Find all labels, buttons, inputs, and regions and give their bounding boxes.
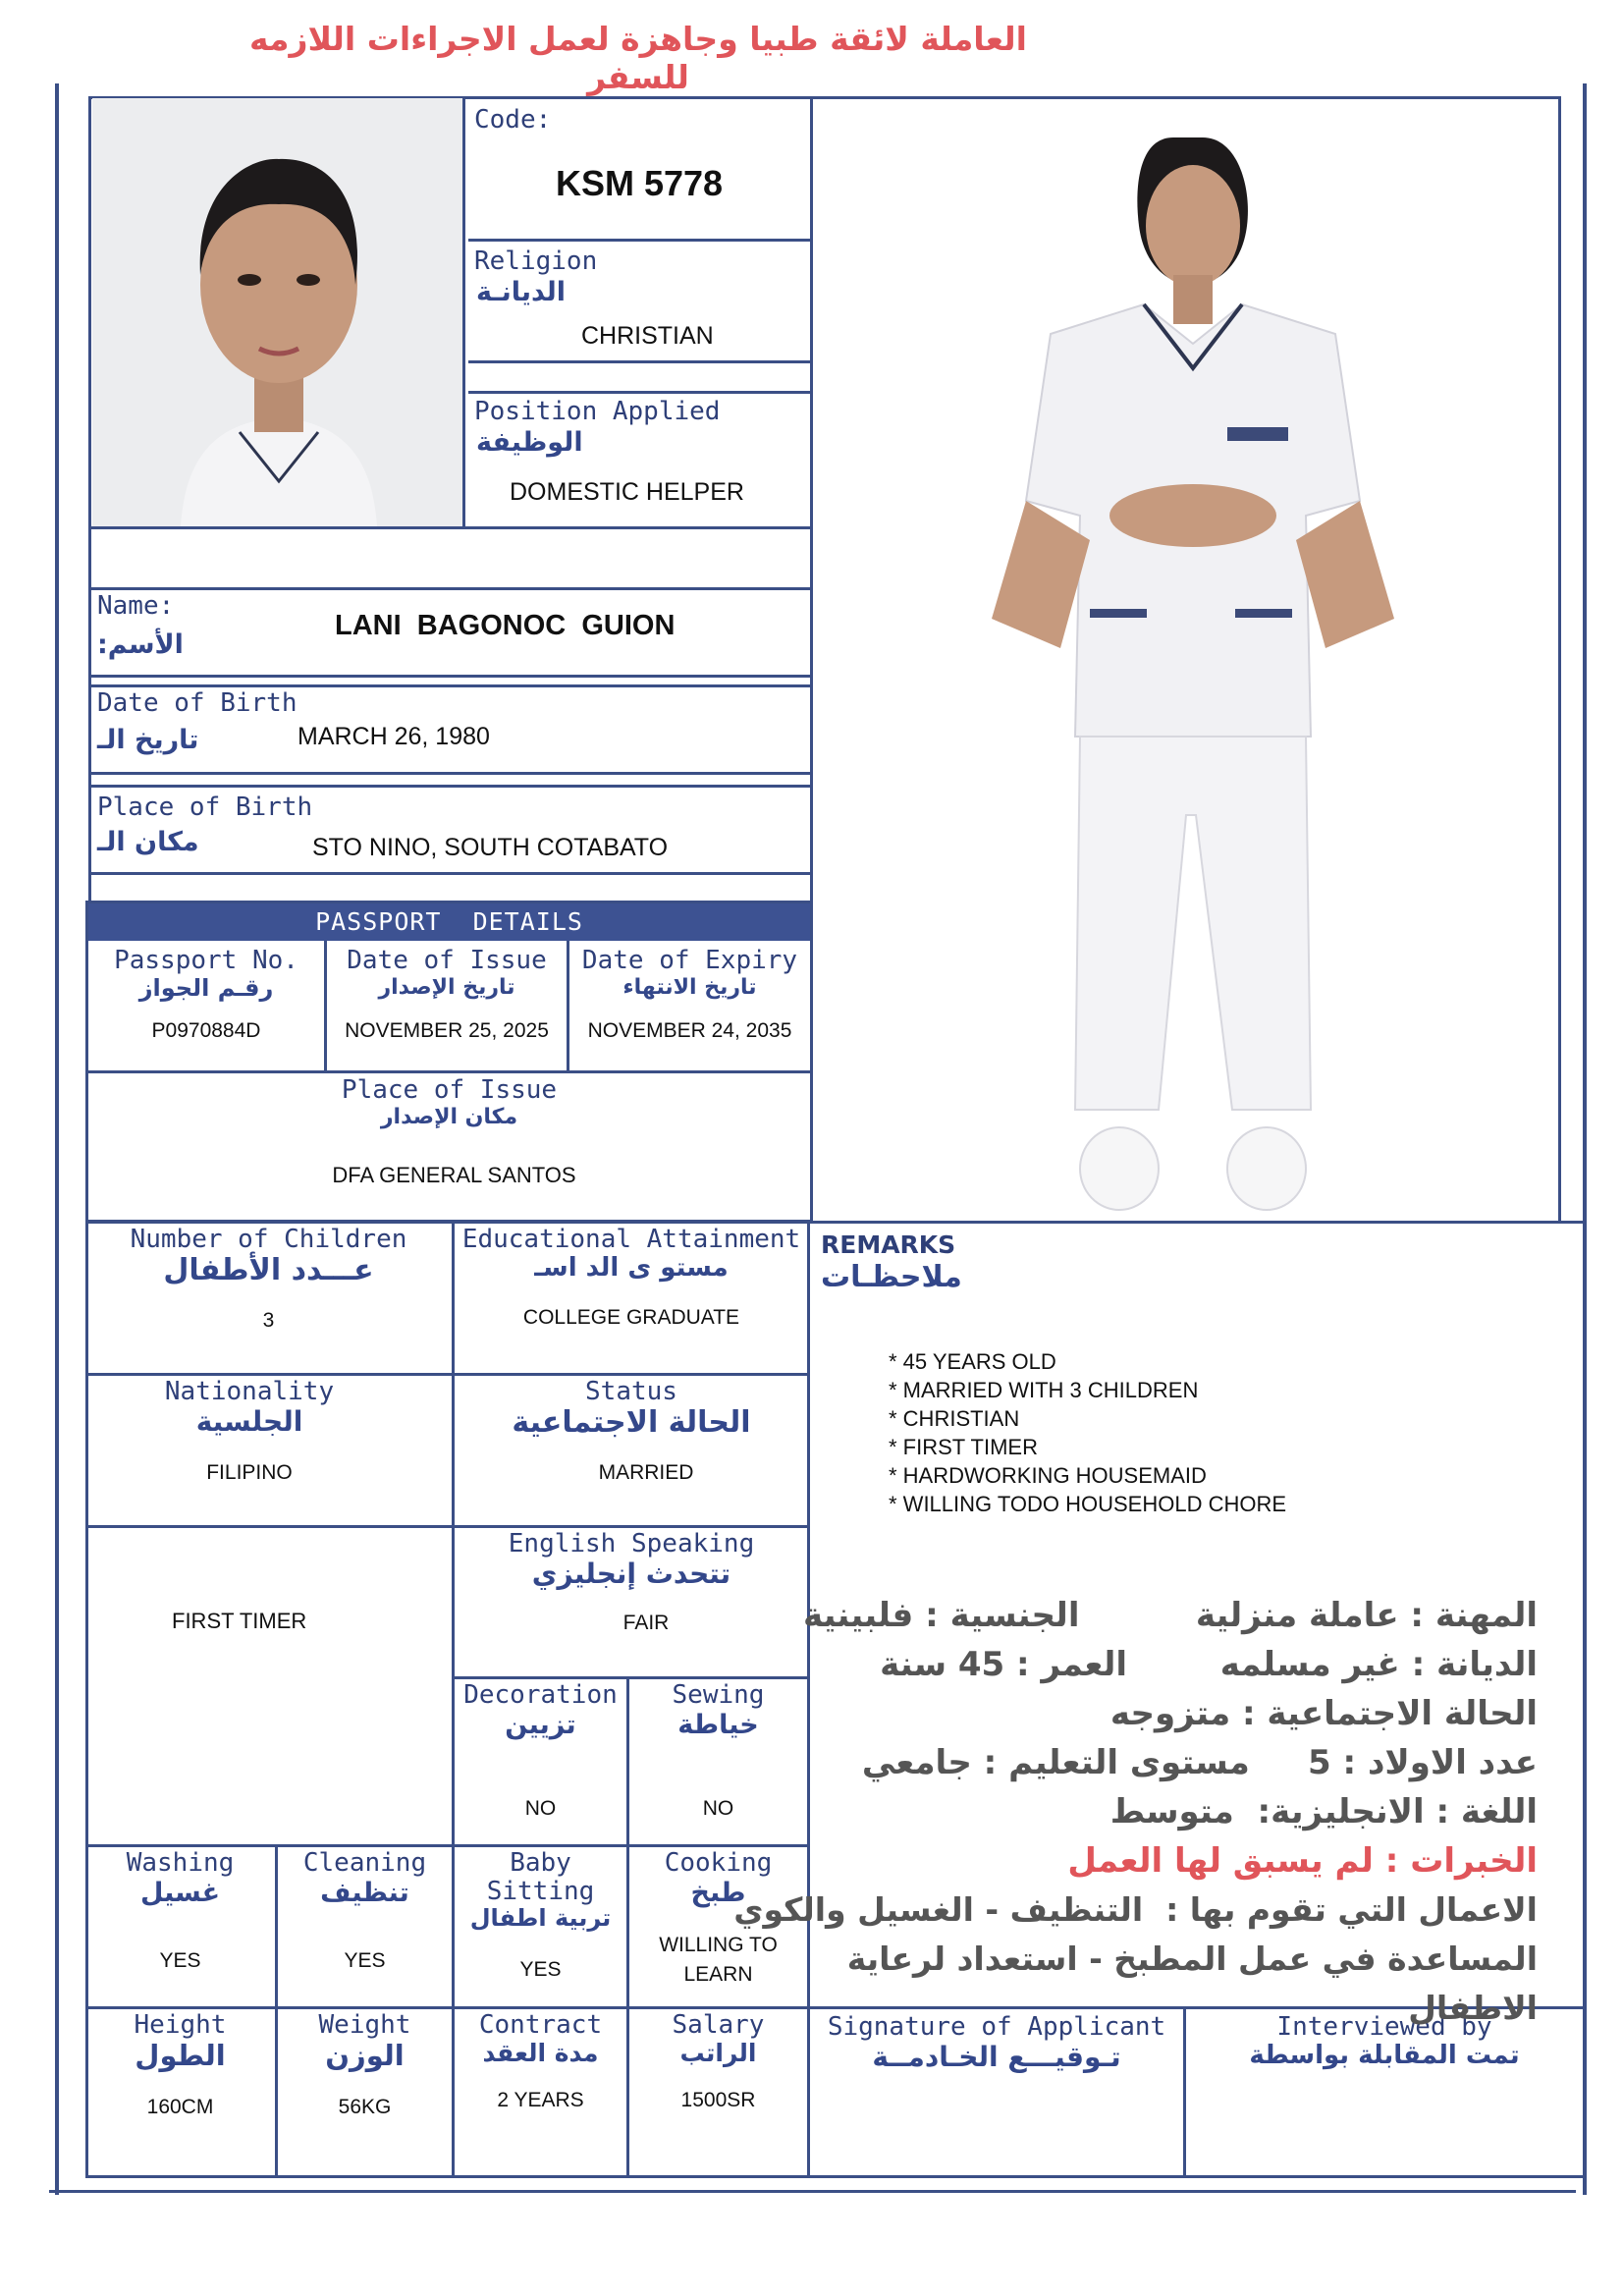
grid-hline-4 — [85, 1844, 810, 1847]
children-label-ar: عـــدد الأطفال — [163, 1252, 374, 1287]
summary-line-8: المساعدة في عمل المطبخ - استعداد لرعاية الاطفال — [846, 1940, 1538, 2027]
status-label-ar: الحالة الاجتماعية — [512, 1404, 751, 1440]
headshot-photo — [92, 98, 465, 526]
remarks-label-ar: ملاحظـات — [821, 1260, 962, 1294]
contract-cell — [455, 2011, 626, 2178]
weight-label-ar: الوزن — [325, 2038, 405, 2072]
education-label-ar: مستو ى الد اسـ — [534, 1252, 729, 1283]
interviewed-label-ar: تمت المقابلة بواسطة — [1249, 2040, 1520, 2070]
passport-expiry-label-ar: تاريخ الانتهاء — [622, 974, 757, 1000]
remarks-item: * MARRIED WITH 3 CHILDREN — [889, 1378, 1199, 1402]
education-cell — [455, 1226, 808, 1373]
sewing-cell — [629, 1681, 807, 1844]
passport-hline — [88, 1070, 810, 1073]
headshot-portrait-icon — [92, 98, 465, 526]
cleaning-cell — [278, 1849, 452, 2006]
religion-cell — [468, 244, 810, 363]
passport-expiry-cell — [569, 947, 810, 1068]
passport-banner: PASSPORT DETAILS — [88, 903, 810, 941]
passport-number-value: P0970884D — [151, 1019, 261, 1043]
pob-label-ar: مكان الـ — [97, 827, 199, 857]
dob-row — [88, 684, 813, 775]
education-label: Educational Attainment — [461, 1225, 801, 1254]
name-label-ar: الأسم: — [97, 629, 184, 660]
babysitting-label-ar: تربية اطفال — [469, 1904, 612, 1933]
passport-issue-label-ar: تاريخ الإصدار — [378, 974, 515, 1000]
frame-left-border — [55, 83, 59, 2195]
washing-label: Washing — [126, 1848, 235, 1878]
name-row — [88, 587, 813, 678]
remarks-item: * 45 YEARS OLD — [889, 1349, 1056, 1374]
washing-value: YES — [159, 1948, 201, 1972]
sewing-label-ar: خياطة — [677, 1709, 759, 1740]
english-value: FAIR — [622, 1611, 670, 1634]
babysitting-cell — [455, 1849, 626, 2006]
cleaning-label-ar: تنظيف — [320, 1877, 409, 1908]
header-title: العاملة لائقة طبيا وجاهزة لعمل الاجراءات اللازمه للسفر — [249, 20, 1027, 96]
nationality-label: Nationality — [164, 1377, 335, 1406]
contract-label: Contract — [478, 2010, 603, 2040]
passport-issue-value: NOVEMBER 25, 2025 — [345, 1018, 549, 1042]
pob-value: STO NINO, SOUTH COTABATO — [312, 834, 669, 861]
weight-label: Weight — [318, 2010, 411, 2040]
religion-value: CHRISTIAN — [581, 322, 714, 350]
position-cell — [468, 391, 810, 528]
passport-expiry-value: NOVEMBER 24, 2035 — [587, 1018, 792, 1042]
passport-issue-cell — [327, 947, 567, 1068]
height-label: Height — [134, 2010, 227, 2040]
dob-label-ar: تاريخ الـ — [97, 725, 199, 755]
passport-expiry-label: Date of Expiry — [581, 946, 798, 975]
arabic-summary — [733, 1591, 1538, 2033]
weight-value: 56KG — [338, 2095, 392, 2118]
salary-cell — [629, 2011, 807, 2178]
full-body-photo — [972, 128, 1414, 1218]
remarks-item: * CHRISTIAN — [889, 1406, 1020, 1431]
summary-line-1: المهنة : عاملة منزلية الجنسية : فلبينية — [803, 1596, 1538, 1635]
code-label: Code: — [474, 105, 552, 135]
children-cell — [85, 1226, 452, 1373]
passport-number-label-ar: رقـم الجواز — [138, 973, 274, 1002]
grid-hline-2 — [85, 1525, 810, 1528]
passport-issue-label: Date of Issue — [347, 946, 547, 975]
name-value: LANI BAGONOC GUION — [335, 610, 676, 641]
summary-line-3: الحالة الاجتماعية : متزوجه — [1109, 1694, 1538, 1733]
signature-label-ar: تـوقيـــع الخـادمــة — [872, 2040, 1121, 2073]
remarks-item: * FIRST TIMER — [889, 1435, 1038, 1459]
height-label-ar: الطول — [135, 2038, 226, 2072]
passport-place-label: Place of Issue — [341, 1075, 558, 1105]
sewing-label: Sewing — [672, 1680, 765, 1710]
height-cell — [85, 2011, 275, 2178]
nationality-label-ar: الجلسية — [195, 1404, 303, 1438]
cooking-label-ar: طبخ — [690, 1877, 746, 1908]
children-label: Number of Children — [130, 1225, 407, 1254]
remarks-list — [889, 1347, 1478, 1518]
education-value: COLLEGE GRADUATE — [522, 1306, 740, 1330]
cleaning-value: YES — [344, 1948, 386, 1972]
cooking-label: Cooking — [664, 1848, 773, 1878]
washing-cell — [85, 1849, 275, 2006]
experience-value: FIRST TIMER — [172, 1609, 307, 1633]
grid-hline-1 — [85, 1373, 810, 1376]
religion-label-ar: الديانـة — [476, 277, 567, 307]
cleaning-label: Cleaning — [302, 1848, 427, 1878]
english-cell — [455, 1530, 808, 1677]
contract-label-ar: مدة العقد — [482, 2038, 599, 2067]
passport-place-cell — [88, 1076, 810, 1214]
pob-label: Place of Birth — [97, 793, 313, 822]
salary-label: Salary — [672, 2010, 765, 2040]
summary-line-4: عدد الاولاد : 5 مستوى التعليم : جامعي — [861, 1743, 1538, 1782]
frame-bottom-border — [49, 2190, 1576, 2193]
summary-line-5: اللغة : الانجليزية: متوسط — [1109, 1792, 1538, 1831]
english-label: English Speaking — [508, 1529, 755, 1558]
nationality-value: FILIPINO — [206, 1460, 293, 1484]
sewing-value: NO — [702, 1796, 734, 1820]
babysitting-label: Baby Sitting — [486, 1848, 595, 1906]
english-label-ar: تتحدث إنجليزي — [531, 1557, 731, 1590]
position-label-ar: الوظيفة — [476, 427, 583, 458]
decoration-label: Decoration — [463, 1680, 618, 1710]
height-value: 160CM — [146, 2095, 214, 2118]
interviewed-cell — [1186, 2013, 1583, 2175]
position-label: Position Applied — [474, 397, 721, 426]
passport-number-label: Passport No. — [114, 946, 298, 975]
code-value: KSM 5778 — [555, 163, 724, 203]
religion-label: Religion — [474, 246, 598, 276]
passport-place-label-ar: مكان الإصدار — [380, 1104, 518, 1129]
remarks-item: * HARDWORKING HOUSEMAID — [889, 1463, 1207, 1488]
cooking-value-line2: LEARN — [683, 1962, 753, 1986]
remarks-label: REMARKS — [821, 1230, 956, 1259]
contract-value: 2 YEARS — [497, 2089, 584, 2112]
decoration-value: NO — [524, 1796, 557, 1820]
summary-line-7: الاعمال التي تقوم بها : التنظيف - الغسيل والكوي — [733, 1890, 1538, 1929]
interviewed-label: Interviewed by — [1276, 2012, 1492, 2042]
decoration-cell — [455, 1681, 626, 1844]
passport-place-value: DFA GENERAL SANTOS — [332, 1162, 576, 1187]
passport-number-cell — [88, 947, 324, 1068]
cooking-value-line1: WILLING TO — [659, 1933, 778, 1956]
nationality-cell — [85, 1378, 413, 1525]
passport-details — [85, 901, 813, 1223]
signature-label: Signature of Applicant — [827, 2012, 1166, 2042]
dob-label: Date of Birth — [97, 688, 298, 718]
summary-line-6: الخبرات : لم يسبق لها العمل — [1067, 1841, 1538, 1881]
status-label: Status — [585, 1377, 677, 1406]
washing-label-ar: غسيل — [139, 1877, 221, 1908]
babysitting-value: YES — [519, 1957, 562, 1981]
signature-cell — [810, 2013, 1183, 2175]
status-value: MARRIED — [598, 1461, 694, 1485]
name-label: Name: — [97, 591, 175, 621]
remarks-item: * WILLING TODO HOUSEHOLD CHORE — [889, 1492, 1287, 1516]
status-cell — [455, 1378, 808, 1525]
code-cell — [468, 98, 810, 242]
position-value: DOMESTIC HELPER — [510, 478, 744, 506]
dob-value: MARCH 26, 1980 — [298, 723, 490, 750]
weight-cell — [278, 2011, 452, 2178]
decoration-label-ar: تزيين — [505, 1709, 576, 1740]
pob-row — [88, 785, 813, 875]
salary-label-ar: الراتب — [679, 2038, 757, 2067]
full-body-portrait-icon — [972, 128, 1414, 1218]
summary-line-2: الديانة : غير مسلمه العمر : 45 سنة — [880, 1645, 1538, 1684]
children-value: 3 — [262, 1309, 275, 1333]
salary-value: 1500SR — [680, 2089, 756, 2112]
headshot-bottom-line — [88, 526, 813, 529]
